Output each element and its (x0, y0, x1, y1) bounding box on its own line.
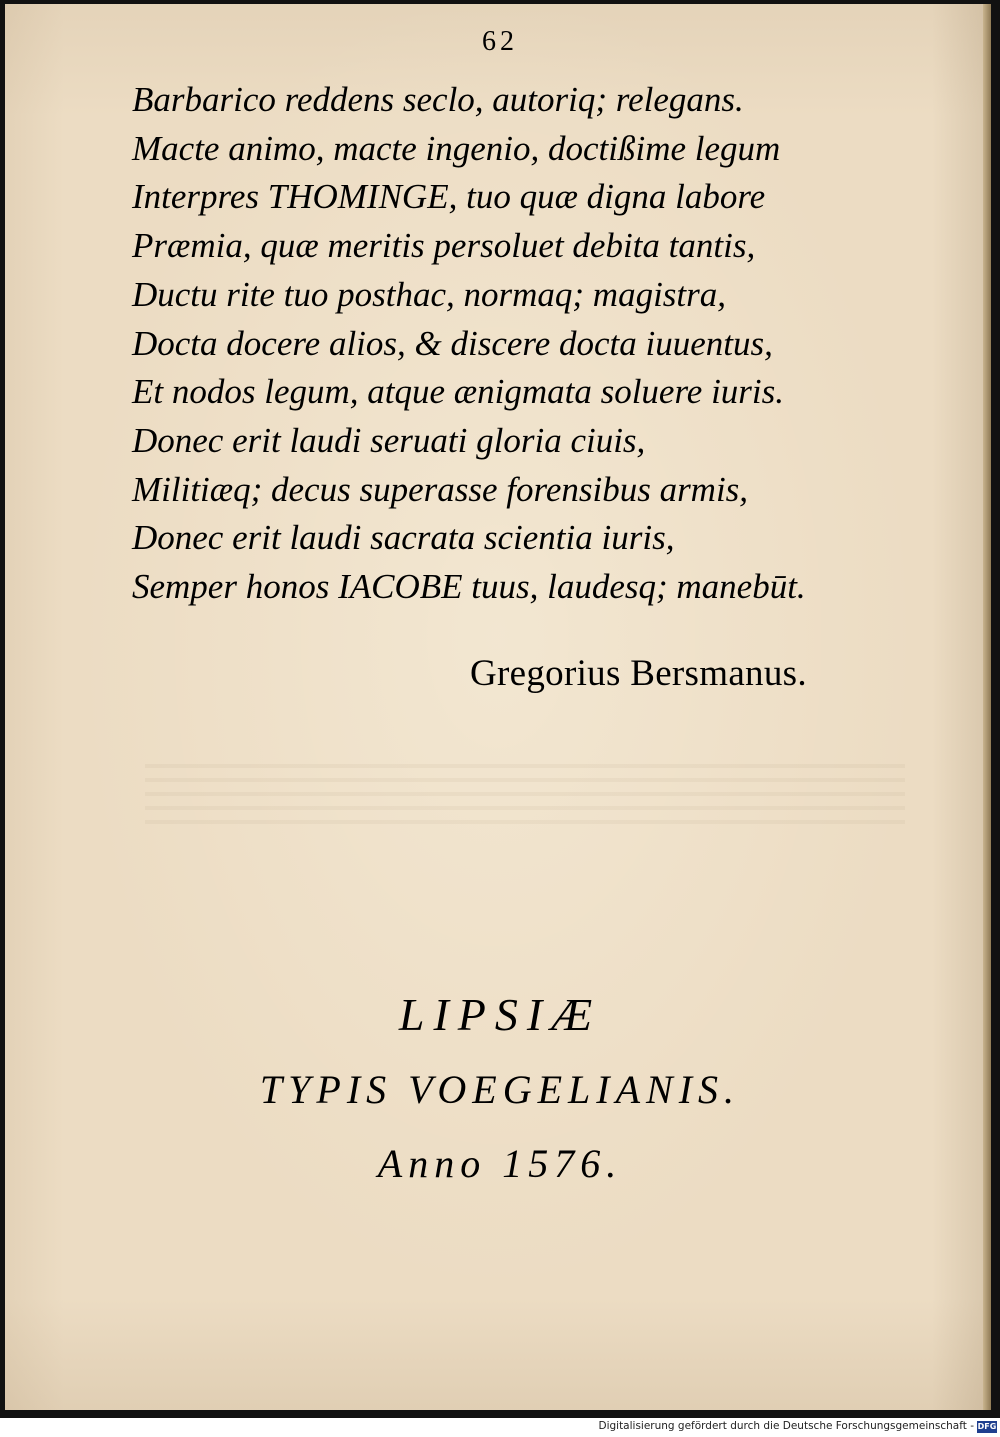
poem-line: Interpres THOMINGE, tuo quæ digna labore (132, 177, 766, 217)
imprint-city: LIPSIÆ (398, 989, 602, 1040)
poem-line: Ductu rite tuo posthac, normaq; magistra, (132, 274, 727, 314)
poem-line: Barbarico reddens seclo, autoriq; relegans. (132, 80, 744, 119)
page-edge (983, 4, 991, 1410)
poem-line: Donec erit laudi seruati gloria ciuis, (132, 420, 646, 460)
funding-credit: Digitalisierung gefördert durch die Deutsche Forschungsgemeinschaft - (598, 1420, 974, 1432)
poem-line: Præmia, quæ meritis persoluet debita tantis, (132, 226, 756, 266)
poem (132, 76, 932, 612)
poem-line: Macte animo, macte ingenio, doctißime legum (132, 128, 781, 168)
poem-line: Militiæq; decus superasse forensibus armis, (132, 469, 749, 509)
footer-bar (0, 1418, 1000, 1437)
author-signature: Gregorius Bersmanus. (470, 653, 807, 694)
poem-line: Et nodos legum, atque ænigmata soluere iuris. (132, 372, 785, 412)
imprint-year: Anno 1576. (377, 1141, 623, 1186)
poem-line: Donec erit laudi sacrata scientia iuris, (132, 518, 675, 558)
poem-line: Docta docere alios, & discere docta iuuentus, (132, 323, 773, 363)
dfg-logo-icon: DFG (977, 1422, 997, 1431)
show-through (145, 764, 905, 824)
poem-line: Semper honos IACOBE tuus, laudesq; manebūt. (132, 567, 806, 607)
page-number: 62 (482, 26, 518, 57)
imprint-printer: TYPIS VOEGELIANIS. (259, 1067, 741, 1112)
